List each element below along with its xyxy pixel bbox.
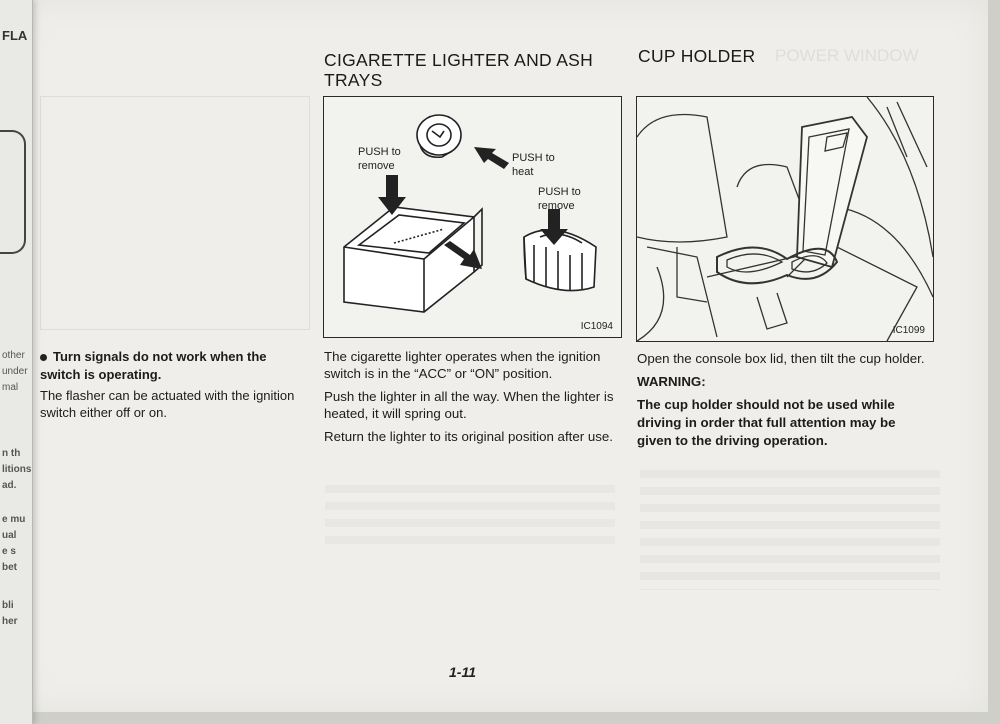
prev-fragment: e mu	[2, 514, 26, 525]
turn-signal-heading-text: Turn signals do not work when the switch is operating.	[40, 349, 267, 382]
title-line-2: TRAYS	[324, 70, 383, 90]
warning-text: The cup holder should not be used while driving in order that full attention may be given to the driving operation.	[637, 397, 896, 448]
bleed-through-title: POWER WINDOW	[775, 46, 919, 65]
page-number: 1-11	[449, 664, 476, 680]
figure-code: IC1094	[580, 321, 613, 332]
cup-holder-title: CUP HOLDER	[638, 46, 756, 66]
prev-fragment: ad.	[2, 480, 17, 491]
previous-page-edge	[0, 0, 33, 724]
prev-page-tab: FLA	[2, 28, 28, 43]
prev-fragment: other	[2, 350, 25, 361]
prev-fragment: e s	[2, 546, 16, 557]
prev-fragment: bet	[2, 562, 17, 573]
cup-holder-instructions	[637, 350, 929, 450]
prev-page-figure-edge	[0, 130, 26, 254]
lighter-paragraph: The cigarette lighter operates when the ignition switch is in the “ACC” or “ON” position.	[324, 349, 601, 381]
flasher-paragraph: The flasher can be actuated with the ignition switch either off or on.	[40, 388, 295, 420]
bleed-through-figure	[40, 96, 310, 330]
cigarette-lighter-title	[324, 50, 593, 90]
callout-push-remove-drawer: PUSH to remove	[358, 146, 401, 172]
lighter-paragraph: Return the lighter to its original position after use.	[324, 429, 613, 444]
cup-holder-figure	[636, 96, 934, 342]
lighter-illustration	[324, 97, 621, 337]
warning-label: WARNING:	[637, 374, 706, 389]
turn-signal-heading	[40, 348, 302, 384]
callout-push-remove-round: PUSH to remove	[538, 186, 581, 212]
lighter-instructions	[324, 348, 616, 451]
cup-holder-illustration	[637, 97, 933, 341]
cigarette-lighter-figure	[323, 96, 622, 338]
figure-code: IC1099	[892, 325, 925, 336]
prev-fragment: her	[2, 616, 18, 627]
cup-holder-paragraph: Open the console box lid, then tilt the cup holder.	[637, 351, 925, 366]
lighter-paragraph: Push the lighter in all the way. When the lighter is heated, it will spring out.	[324, 389, 614, 421]
prev-fragment: n th	[2, 448, 21, 459]
prev-fragment: bli	[2, 600, 14, 611]
bleed-through-text	[640, 470, 940, 590]
bleed-through-text	[325, 485, 615, 545]
title-line-1: CIGARETTE LIGHTER AND ASH	[324, 50, 594, 70]
prev-fragment: mal	[2, 382, 19, 393]
callout-push-heat: PUSH to heat	[512, 152, 555, 178]
prev-fragment: under	[2, 366, 28, 377]
prev-fragment: ual	[2, 530, 17, 541]
bullet-icon	[40, 354, 47, 361]
prev-fragment: litions	[2, 464, 32, 475]
